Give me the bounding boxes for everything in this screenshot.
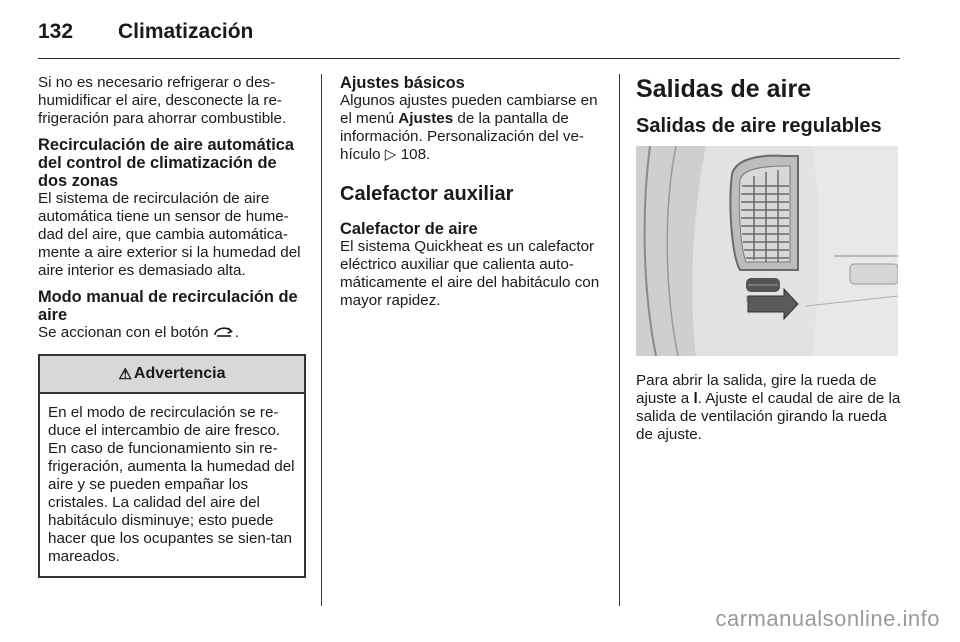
heading-air-heater: Calefactor de aire xyxy=(340,220,478,238)
page-reference: 108. xyxy=(400,146,431,163)
outlet-instructions-text-2: . Ajuste el caudal de aire de la salida de ventilación girando la rueda de ajuste. xyxy=(636,390,901,443)
heading-auxiliary-heater: Calefactor auxiliar xyxy=(340,183,514,205)
warning-header xyxy=(40,356,304,394)
recirculation-icon xyxy=(213,325,235,344)
column-divider-2 xyxy=(619,74,620,606)
air-vent-illustration xyxy=(636,146,898,356)
basic-settings-text-1: Algunos ajustes pueden cambiarse en el menú xyxy=(340,92,598,127)
warning-body xyxy=(40,394,304,576)
warning-text: En el modo de recirculación se re-duce el intercambio de aire fresco. En caso de funcionamiento sin re-frigeración, aumenta la humedad del aire y se pueden empañar los cristales. La calidad del aire del habitáculo disminuye; esto puede hacer que los ocupantes se sien-tan mareados. xyxy=(48,404,295,565)
intro-paragraph: Si no es necesario refrigerar o des- humidificar el aire, desconecte la re- frigeración para ahorrar combustible. xyxy=(38,74,287,127)
page-title: Climatización xyxy=(118,20,254,43)
open-position-symbol: l xyxy=(693,390,698,407)
warning-box xyxy=(38,354,306,578)
page-reference-arrow-icon: ▷ xyxy=(384,146,397,163)
column-2 xyxy=(340,74,606,310)
heading-manual-recirculation: Modo manual de recirculación de aire xyxy=(38,288,298,324)
basic-settings-text-2: de la pantalla de información. Personalización del ve-hículo xyxy=(340,110,584,163)
basic-settings-text xyxy=(340,92,606,164)
auto-recirculation-text: El sistema de recirculación de aire automática tiene un sensor de hume-dad del aire, que cambia automática-mente a aire exterior si la humedad del aire interior es demasiado alta. xyxy=(38,190,301,279)
column-1 xyxy=(38,74,306,578)
settings-menu-name: Ajustes xyxy=(398,110,454,127)
heading-adjustable-outlets: Salidas de aire regulables xyxy=(636,115,882,137)
manual-recirculation-label: Se accionan con el botón xyxy=(38,324,209,341)
air-heater-text: El sistema Quickheat es un calefactor eléctrico auxiliar que calienta auto-máticamente el aire del habitáculo con mayor rapidez. xyxy=(340,238,600,309)
outlet-instructions-text-1: Para abrir la salida, gire la rueda de ajuste a xyxy=(636,372,877,407)
header-rule xyxy=(38,58,900,59)
heading-auto-recirculation: Recirculación de aire automática del control de climatización de dos zonas xyxy=(38,136,294,190)
page-number: 132 xyxy=(38,20,74,43)
column-divider-1 xyxy=(321,74,322,606)
warning-title: Advertencia xyxy=(133,365,226,382)
site-watermark: carmanualsonline.info xyxy=(715,606,940,631)
heading-air-outlets: Salidas de aire xyxy=(636,75,812,103)
warning-icon: ⚠ xyxy=(118,366,132,383)
column-3 xyxy=(636,74,904,444)
heading-basic-settings: Ajustes básicos xyxy=(340,74,465,92)
outlet-instructions xyxy=(636,372,904,444)
manual-recirculation-text: Se accionan con el botón . xyxy=(38,324,306,344)
